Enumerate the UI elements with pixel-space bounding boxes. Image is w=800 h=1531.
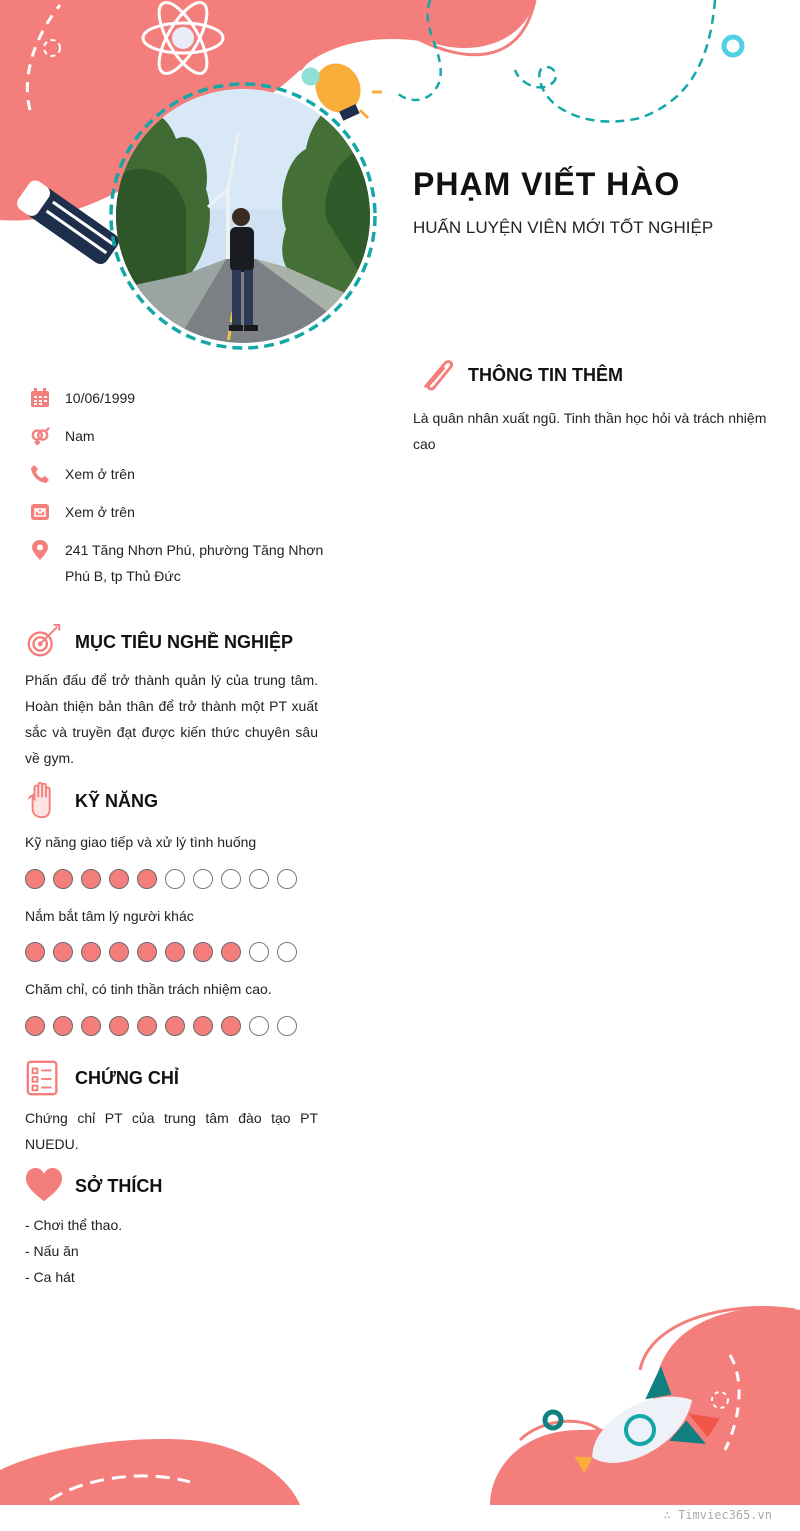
contact-gender xyxy=(30,426,95,449)
objective-text: Phấn đấu để trở thành quản lý của trung tâm. Hoàn thiện bản thân để trở thành một PT xuất sắc và truyền đạt được kiến thức chuyên sâu về gym. xyxy=(25,672,318,766)
rating-dot-filled xyxy=(109,1016,129,1036)
heart-icon xyxy=(25,1167,63,1205)
rating-dot-filled xyxy=(221,1016,241,1036)
contact-address xyxy=(30,540,330,589)
paperclip-icon xyxy=(418,356,456,394)
section-title: CHỨNG CHỈ xyxy=(75,1067,179,1088)
section-hobbies-header xyxy=(25,1167,162,1205)
phone-text: Xem ở trên xyxy=(65,466,135,482)
section-skills-header xyxy=(25,782,158,820)
rating-dot-filled xyxy=(137,1016,157,1036)
hobby-item: - Chơi thể thao. xyxy=(25,1217,123,1233)
rating-dot-filled xyxy=(109,942,129,962)
rating-dot-filled xyxy=(165,942,185,962)
rating-dot-empty xyxy=(221,869,241,889)
section-certificates-header xyxy=(25,1059,179,1097)
skill-rating xyxy=(25,1016,297,1036)
section-title: KỸ NĂNG xyxy=(75,790,159,811)
rating-dot-filled xyxy=(109,869,129,889)
gender-text: Nam xyxy=(65,428,95,444)
checklist-icon xyxy=(25,1059,63,1097)
rating-dot-filled xyxy=(137,869,157,889)
email-text: Xem ở trên xyxy=(65,504,135,520)
rating-dot-filled xyxy=(81,942,101,962)
rating-dot-filled xyxy=(81,1016,101,1036)
hobby-item: - Ca hát xyxy=(25,1269,75,1285)
profile-photo xyxy=(116,89,370,343)
rating-dot-filled xyxy=(81,869,101,889)
watermark: ∴ Timviec365.vn xyxy=(663,1508,772,1522)
calendar-icon xyxy=(30,388,50,408)
hand-icon xyxy=(25,782,63,820)
rating-dot-empty xyxy=(277,1016,297,1036)
rating-dot-empty xyxy=(277,942,297,962)
skill-name: Kỹ năng giao tiếp và xử lý tình huống xyxy=(25,834,257,850)
contact-phone xyxy=(30,464,135,487)
location-pin-icon xyxy=(30,540,50,560)
section-objective-header xyxy=(25,623,293,661)
rating-dot-filled xyxy=(193,942,213,962)
rating-dot-filled xyxy=(165,1016,185,1036)
section-title: MỤC TIÊU NGHỀ NGHIỆP xyxy=(75,631,294,652)
rating-dot-empty xyxy=(249,869,269,889)
gender-icon xyxy=(30,426,50,446)
contact-email xyxy=(30,502,135,525)
rating-dot-empty xyxy=(277,869,297,889)
email-icon xyxy=(30,502,50,522)
rating-dot-filled xyxy=(53,942,73,962)
skill-name: Nắm bắt tâm lý người khác xyxy=(25,908,194,924)
target-icon xyxy=(25,623,63,661)
rating-dot-filled xyxy=(25,1016,45,1036)
contact-birthdate xyxy=(30,388,135,411)
rating-dot-filled xyxy=(137,942,157,962)
section-additional-info-header xyxy=(418,356,623,394)
rating-dot-empty xyxy=(193,869,213,889)
rating-dot-filled xyxy=(53,869,73,889)
rating-dot-filled xyxy=(221,942,241,962)
skill-name: Chăm chỉ, có tinh thần trách nhiệm cao. xyxy=(25,981,272,997)
rating-dot-filled xyxy=(25,942,45,962)
section-title: SỞ THÍCH xyxy=(75,1175,163,1196)
section-title: THÔNG TIN THÊM xyxy=(468,364,623,385)
candidate-name: PHẠM VIẾT HÀO xyxy=(413,166,681,202)
rating-dot-empty xyxy=(165,869,185,889)
phone-icon xyxy=(30,464,50,484)
skill-rating xyxy=(25,942,297,962)
address-text: 241 Tăng Nhơn Phú, phường Tăng Nhơn Phú B, tp Thủ Đức xyxy=(65,542,324,584)
birthdate-text: 10/06/1999 xyxy=(65,390,136,406)
rating-dot-filled xyxy=(25,869,45,889)
hobby-item: - Nấu ăn xyxy=(25,1243,79,1259)
rating-dot-filled xyxy=(53,1016,73,1036)
rating-dot-filled xyxy=(193,1016,213,1036)
rating-dot-empty xyxy=(249,942,269,962)
job-title: HUẤN LUYỆN VIÊN MỚI TỐT NGHIỆP xyxy=(413,218,714,237)
skill-rating xyxy=(25,869,297,889)
additional-info-text: Là quân nhân xuất ngũ. Tinh thần học hỏi và trách nhiệm cao xyxy=(413,410,767,452)
certificates-text: Chứng chỉ PT của trung tâm đào tạo PT NUEDU. xyxy=(25,1110,318,1152)
rating-dot-empty xyxy=(249,1016,269,1036)
